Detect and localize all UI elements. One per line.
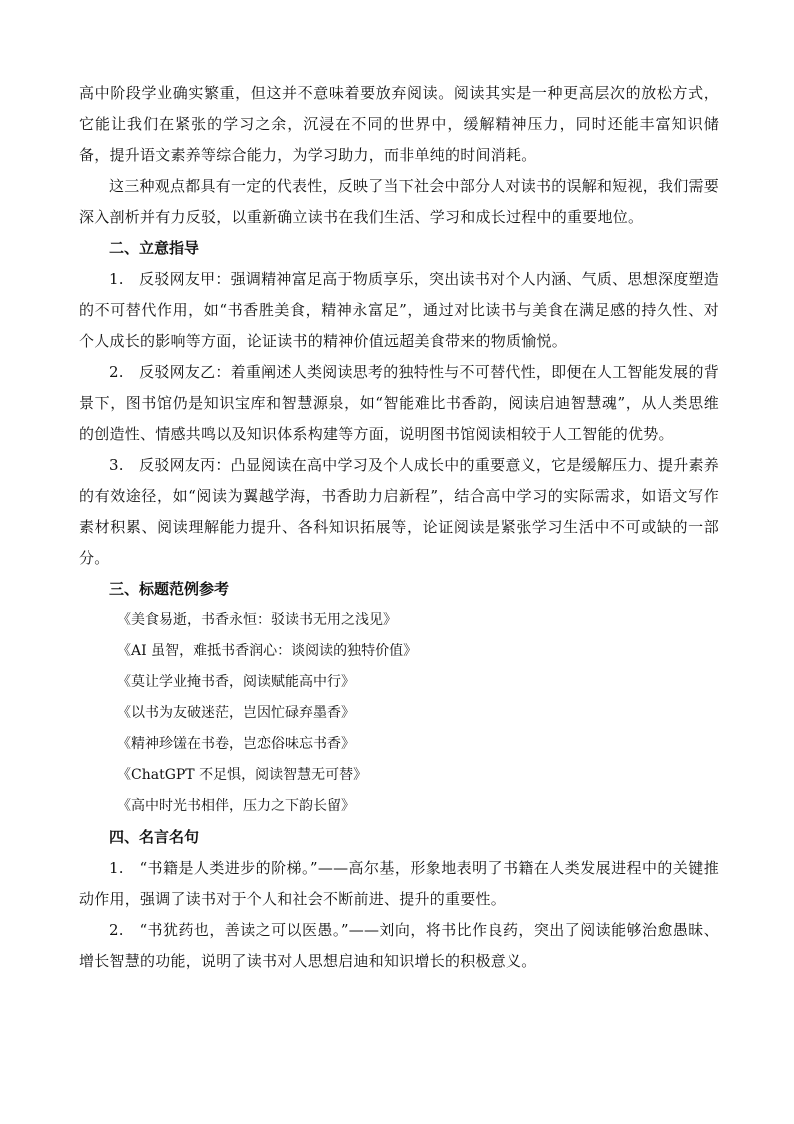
- document-page: [79, 78, 719, 977]
- quote-item-1: 1. “书籍是人类进步的阶梯。”——高尔基，形象地表明了书籍在人类发展进程中的关键推动作用，强调了读书对于个人和社会不断前进、提升的重要性。: [79, 859, 719, 908]
- title-example: 《莫让学业掩书香，阅读赋能高中行》: [117, 674, 355, 690]
- title-example: 《以书为友破迷茫，岂因忙碌弃墨香》: [117, 705, 355, 721]
- title-example: 《精神珍馐在书卷，岂恋俗味忘书香》: [117, 736, 355, 752]
- section-heading-guidance: 二、立意指导: [109, 239, 200, 257]
- title-example: 《AI 虽智，难抵书香润心：谈阅读的独特价值》: [117, 643, 418, 659]
- guidance-item-3: 3. 反驳网友丙：凸显阅读在高中学习及个人成长中的重要意义，它是缓解压力、提升素养的有效途径，如“阅读为翼越学海，书香助力启新程”，结合高中学习的实际需求，如语文写作素材积累、阅读理解能力提升、各科知识拓展等，论证阅读是紧张学习生活中不可或缺的一部分。: [79, 456, 719, 567]
- guidance-item-1: 1. 反驳网友甲：强调精神富足高于物质享乐，突出读书对个人内涵、气质、思想深度塑造的不可替代作用，如“书香胜美食，精神永富足”，通过对比读书与美食在满足感的持久性、对个人成长的影响等方面，论证读书的精神价值远超美食带来的物质愉悦。: [79, 270, 719, 350]
- title-example: 《美食易逝，书香永恒：驳读书无用之浅见》: [117, 612, 397, 628]
- section-heading-quotes: 四、名言名句: [109, 828, 200, 846]
- quote-item-2: 2. “书犹药也，善读之可以医愚。”——刘向，将书比作良药，突出了阅读能够治愈愚昧、增长智慧的功能，说明了读书对人思想启迪和知识增长的积极意义。: [79, 921, 719, 970]
- intro-paragraph-1: 高中阶段学业确实繁重，但这并不意味着要放弃阅读。阅读其实是一种更高层次的放松方式，它能让我们在紧张的学习之余，沉浸在不同的世界中，缓解精神压力，同时还能丰富知识储备，提升语文素养等综合能力，为学习助力，而非单纯的时间消耗。: [79, 84, 719, 164]
- title-example: 《高中时光书相伴，压力之下韵长留》: [117, 798, 355, 814]
- guidance-item-2: 2. 反驳网友乙：着重阐述人类阅读思考的独特性与不可替代性，即便在人工智能发展的背景下，图书馆仍是知识宝库和智慧源泉，如“智能难比书香韵，阅读启迪智慧魂”，从人类思维的创造性、情感共鸣以及知识体系构建等方面，说明图书馆阅读相较于人工智能的优势。: [79, 363, 719, 443]
- intro-paragraph-2: 这三种观点都具有一定的代表性，反映了当下社会中部分人对读书的误解和短视，我们需要深入剖析并有力反驳，以重新确立读书在我们生活、学习和成长过程中的重要地位。: [79, 177, 720, 226]
- title-example-list: [79, 605, 719, 822]
- section-heading-title-examples: 三、标题范例参考: [109, 580, 230, 598]
- title-example: 《ChatGPT 不足惧，阅读智慧无可替》: [117, 767, 368, 783]
